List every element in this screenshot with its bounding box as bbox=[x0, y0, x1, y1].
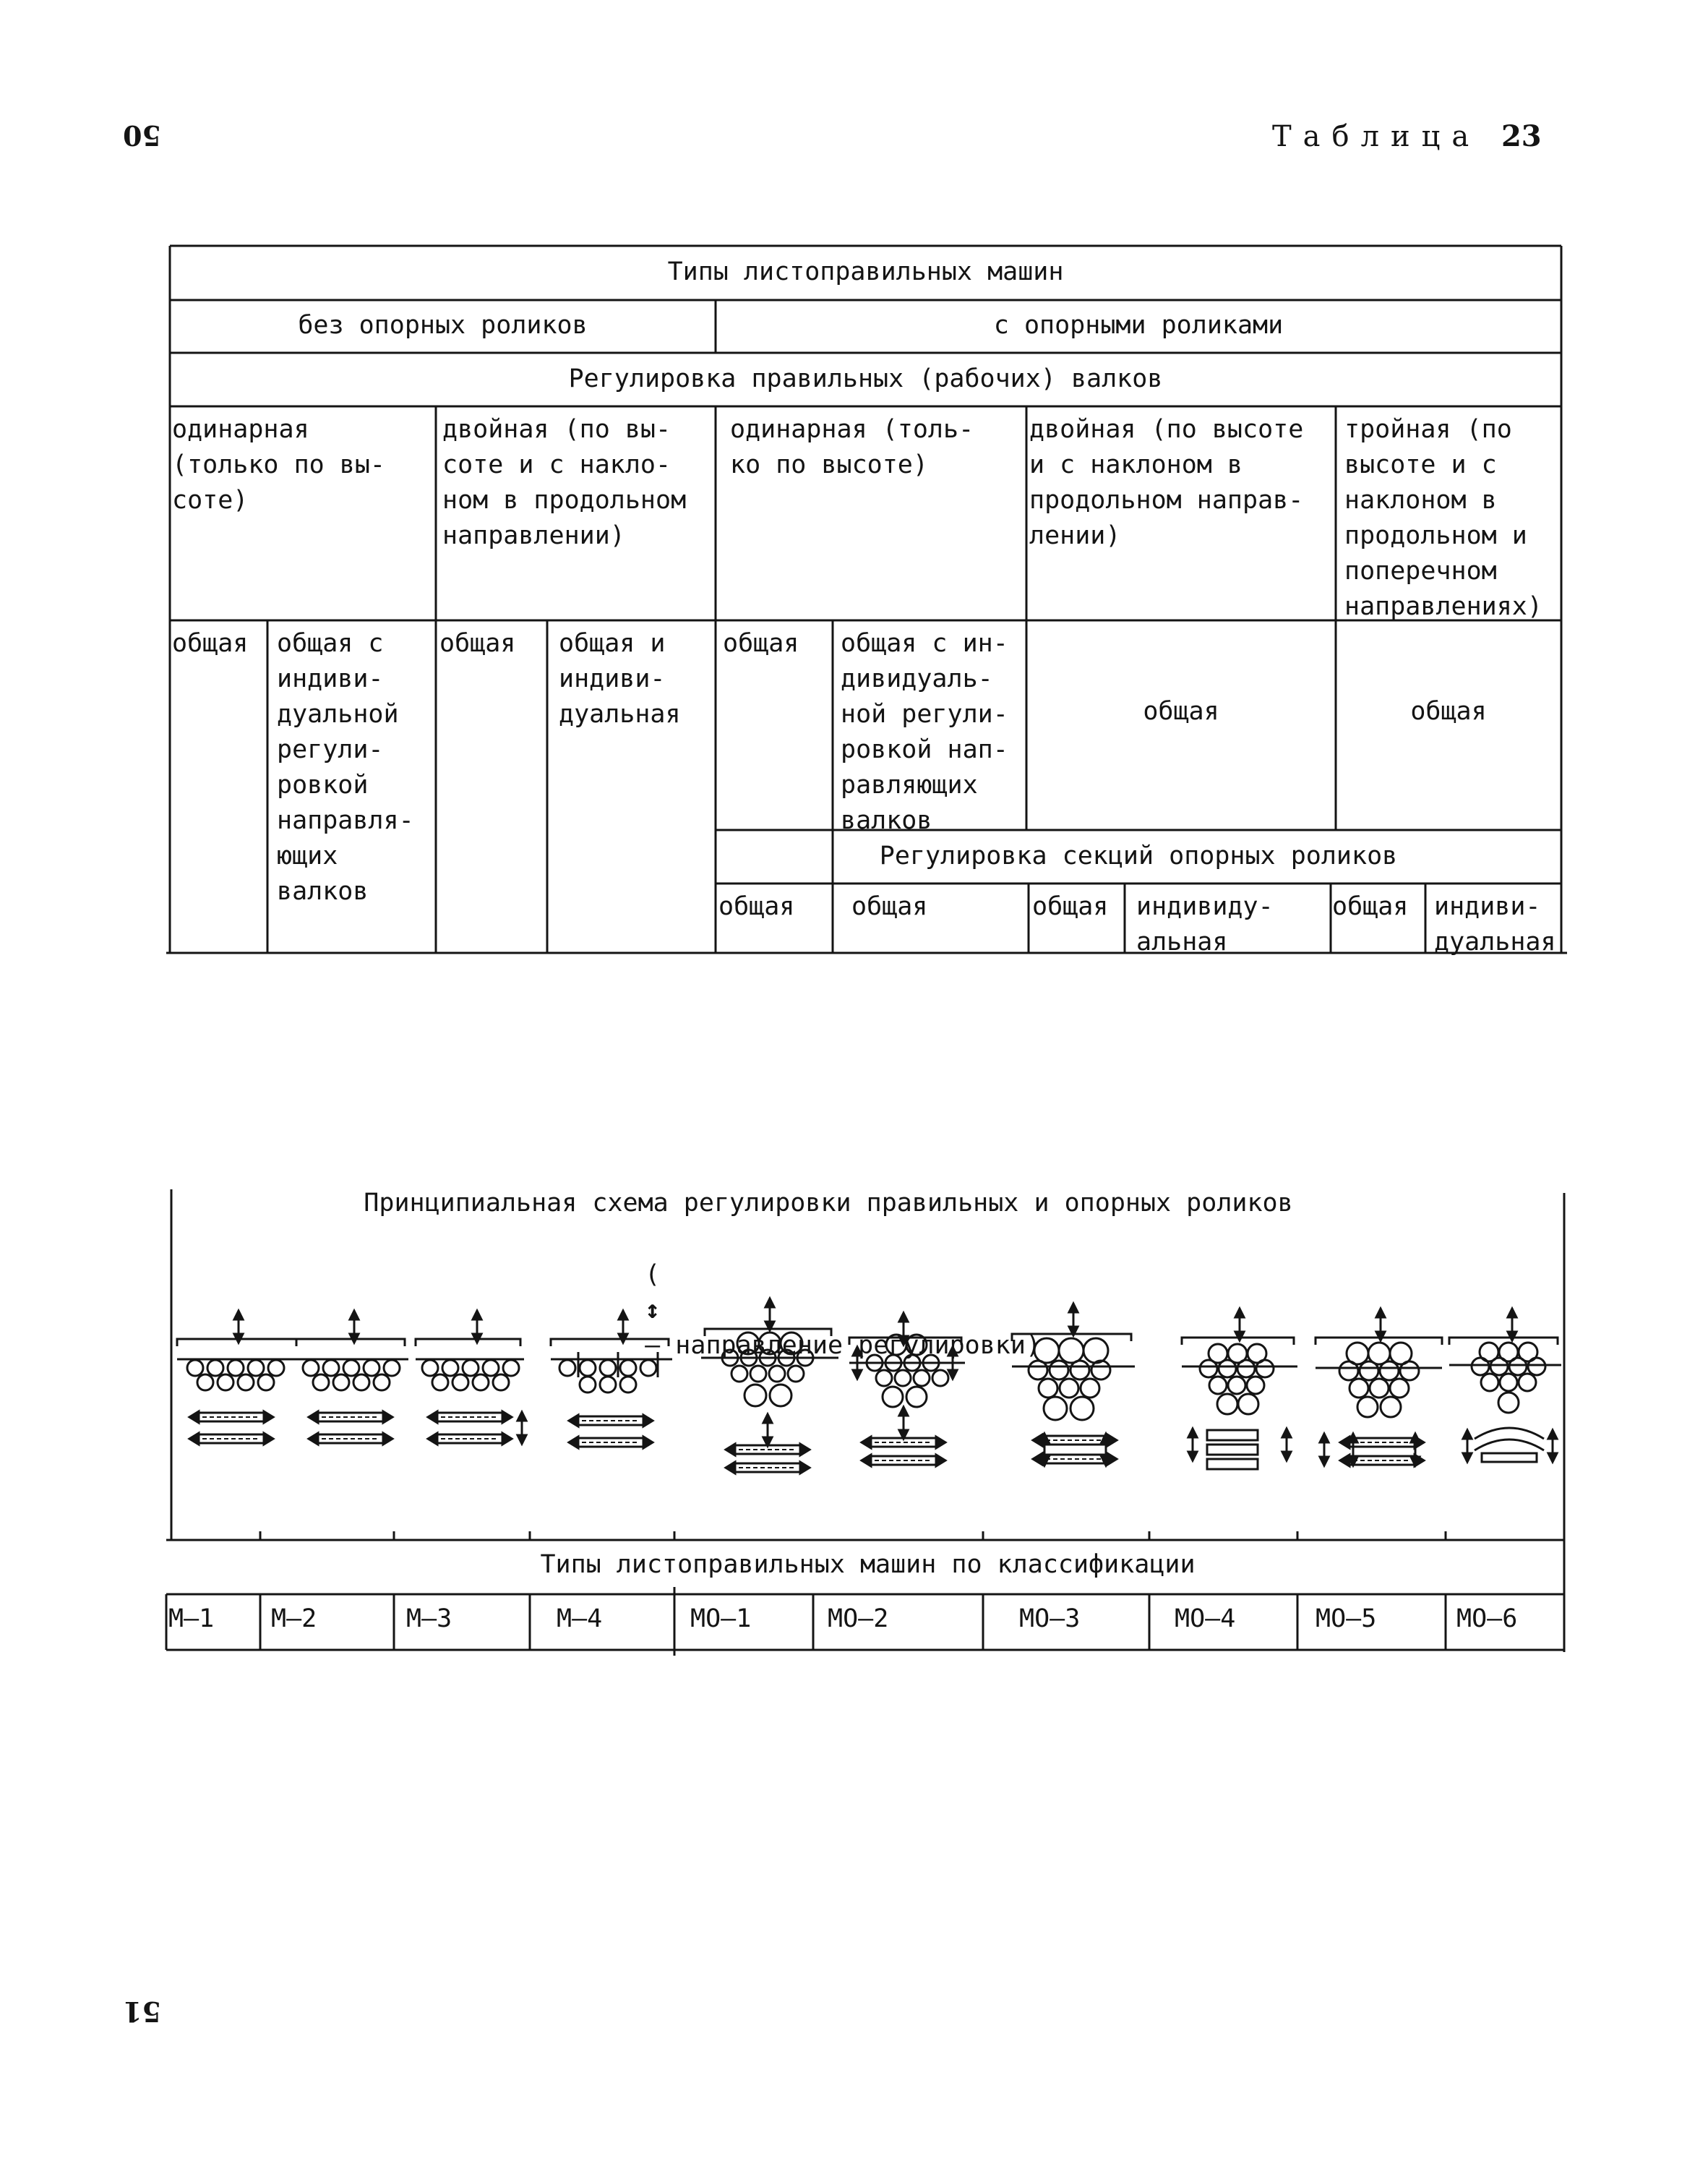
scheme-mo4 bbox=[1182, 1309, 1297, 1469]
mode-single: одинарная (только по вы- соте) bbox=[172, 415, 386, 515]
support-cell: индивиду- альная bbox=[1136, 892, 1274, 957]
support-cell: общая bbox=[1332, 892, 1409, 921]
legend-text: – направление регулировки) bbox=[645, 1331, 1042, 1360]
type-cell: М–3 bbox=[406, 1604, 452, 1633]
scheme-mo3 bbox=[1012, 1304, 1135, 1466]
support-sections-header: Регулировка секций опорных роликов bbox=[879, 842, 1398, 870]
type-cell: МО–3 bbox=[1019, 1604, 1081, 1633]
page-number-top: 50 bbox=[123, 119, 161, 152]
table-title-number: 23 bbox=[1501, 119, 1542, 153]
scheme-caption: Типы листоправильных машин по классификации bbox=[540, 1550, 1196, 1579]
scheme-m1 bbox=[177, 1311, 300, 1445]
support-cell: общая bbox=[718, 892, 795, 921]
type-cell: МО–4 bbox=[1175, 1604, 1236, 1633]
guide-cell: общая bbox=[1143, 697, 1219, 726]
scheme-m3 bbox=[416, 1311, 526, 1445]
subheader-roll-adjustment: Регулировка правильных (рабочих) валков bbox=[568, 364, 1163, 393]
type-cell: МО–5 bbox=[1316, 1604, 1377, 1633]
mode-double: двойная (по вы- соте и с накло- ном в продольном направлении) bbox=[442, 415, 687, 550]
guide-cell: общая bbox=[723, 629, 799, 658]
support-cell: общая bbox=[1032, 892, 1109, 921]
scheme-mo6 bbox=[1449, 1309, 1561, 1462]
group-without-support: без опорных роликов bbox=[298, 311, 588, 340]
guide-cell: общая bbox=[1410, 697, 1487, 726]
guide-cell: общая bbox=[439, 629, 516, 658]
type-cell: МО–1 bbox=[690, 1604, 752, 1633]
mode-single-support: одинарная (толь- ко по высоте) bbox=[730, 415, 974, 479]
header-machine-types: Типы листоправильных машин bbox=[667, 257, 1064, 286]
guide-cell: общая bbox=[172, 629, 249, 658]
support-cell: общая bbox=[851, 892, 928, 921]
guide-cell: общая и индиви- дуальная bbox=[559, 629, 681, 729]
scheme-mo1 bbox=[701, 1299, 838, 1473]
type-cell: М–1 bbox=[168, 1604, 215, 1633]
type-cell: М–4 bbox=[557, 1604, 603, 1633]
scheme-mo5 bbox=[1316, 1309, 1442, 1466]
scheme-m2 bbox=[296, 1311, 408, 1445]
guide-cell: общая с ин- дивидуаль- ной регули- ровкой нап- равляющих валков bbox=[841, 629, 1008, 835]
scheme-mo2 bbox=[849, 1313, 965, 1466]
type-cell: МО–6 bbox=[1456, 1604, 1518, 1633]
type-cell: МО–2 bbox=[828, 1604, 889, 1633]
page-number-bottom: 51 bbox=[123, 1995, 161, 2028]
mode-double-support: двойная (по высоте и с наклоном в продольном направ- лении) bbox=[1029, 415, 1304, 550]
type-cell: М–2 bbox=[271, 1604, 317, 1633]
group-with-support: с опорными роликами bbox=[993, 311, 1284, 340]
mode-triple-support: тройная (по высоте и с наклоном в продольном и поперечном направлениях) bbox=[1344, 415, 1542, 621]
legend-open: ( bbox=[645, 1260, 661, 1289]
scheme-title: Принципиальная схема регулировки правильных и опорных роликов bbox=[364, 1189, 1293, 1218]
scheme-m4 bbox=[551, 1311, 672, 1448]
guide-cell: общая с индиви- дуальной регули- ровкой направля- ющих валков bbox=[277, 629, 414, 906]
adjust-arrow-icon: ↕ bbox=[645, 1296, 661, 1325]
support-cell: индиви- дуальная bbox=[1434, 892, 1556, 957]
table-title-word: Таблица bbox=[1272, 120, 1481, 153]
